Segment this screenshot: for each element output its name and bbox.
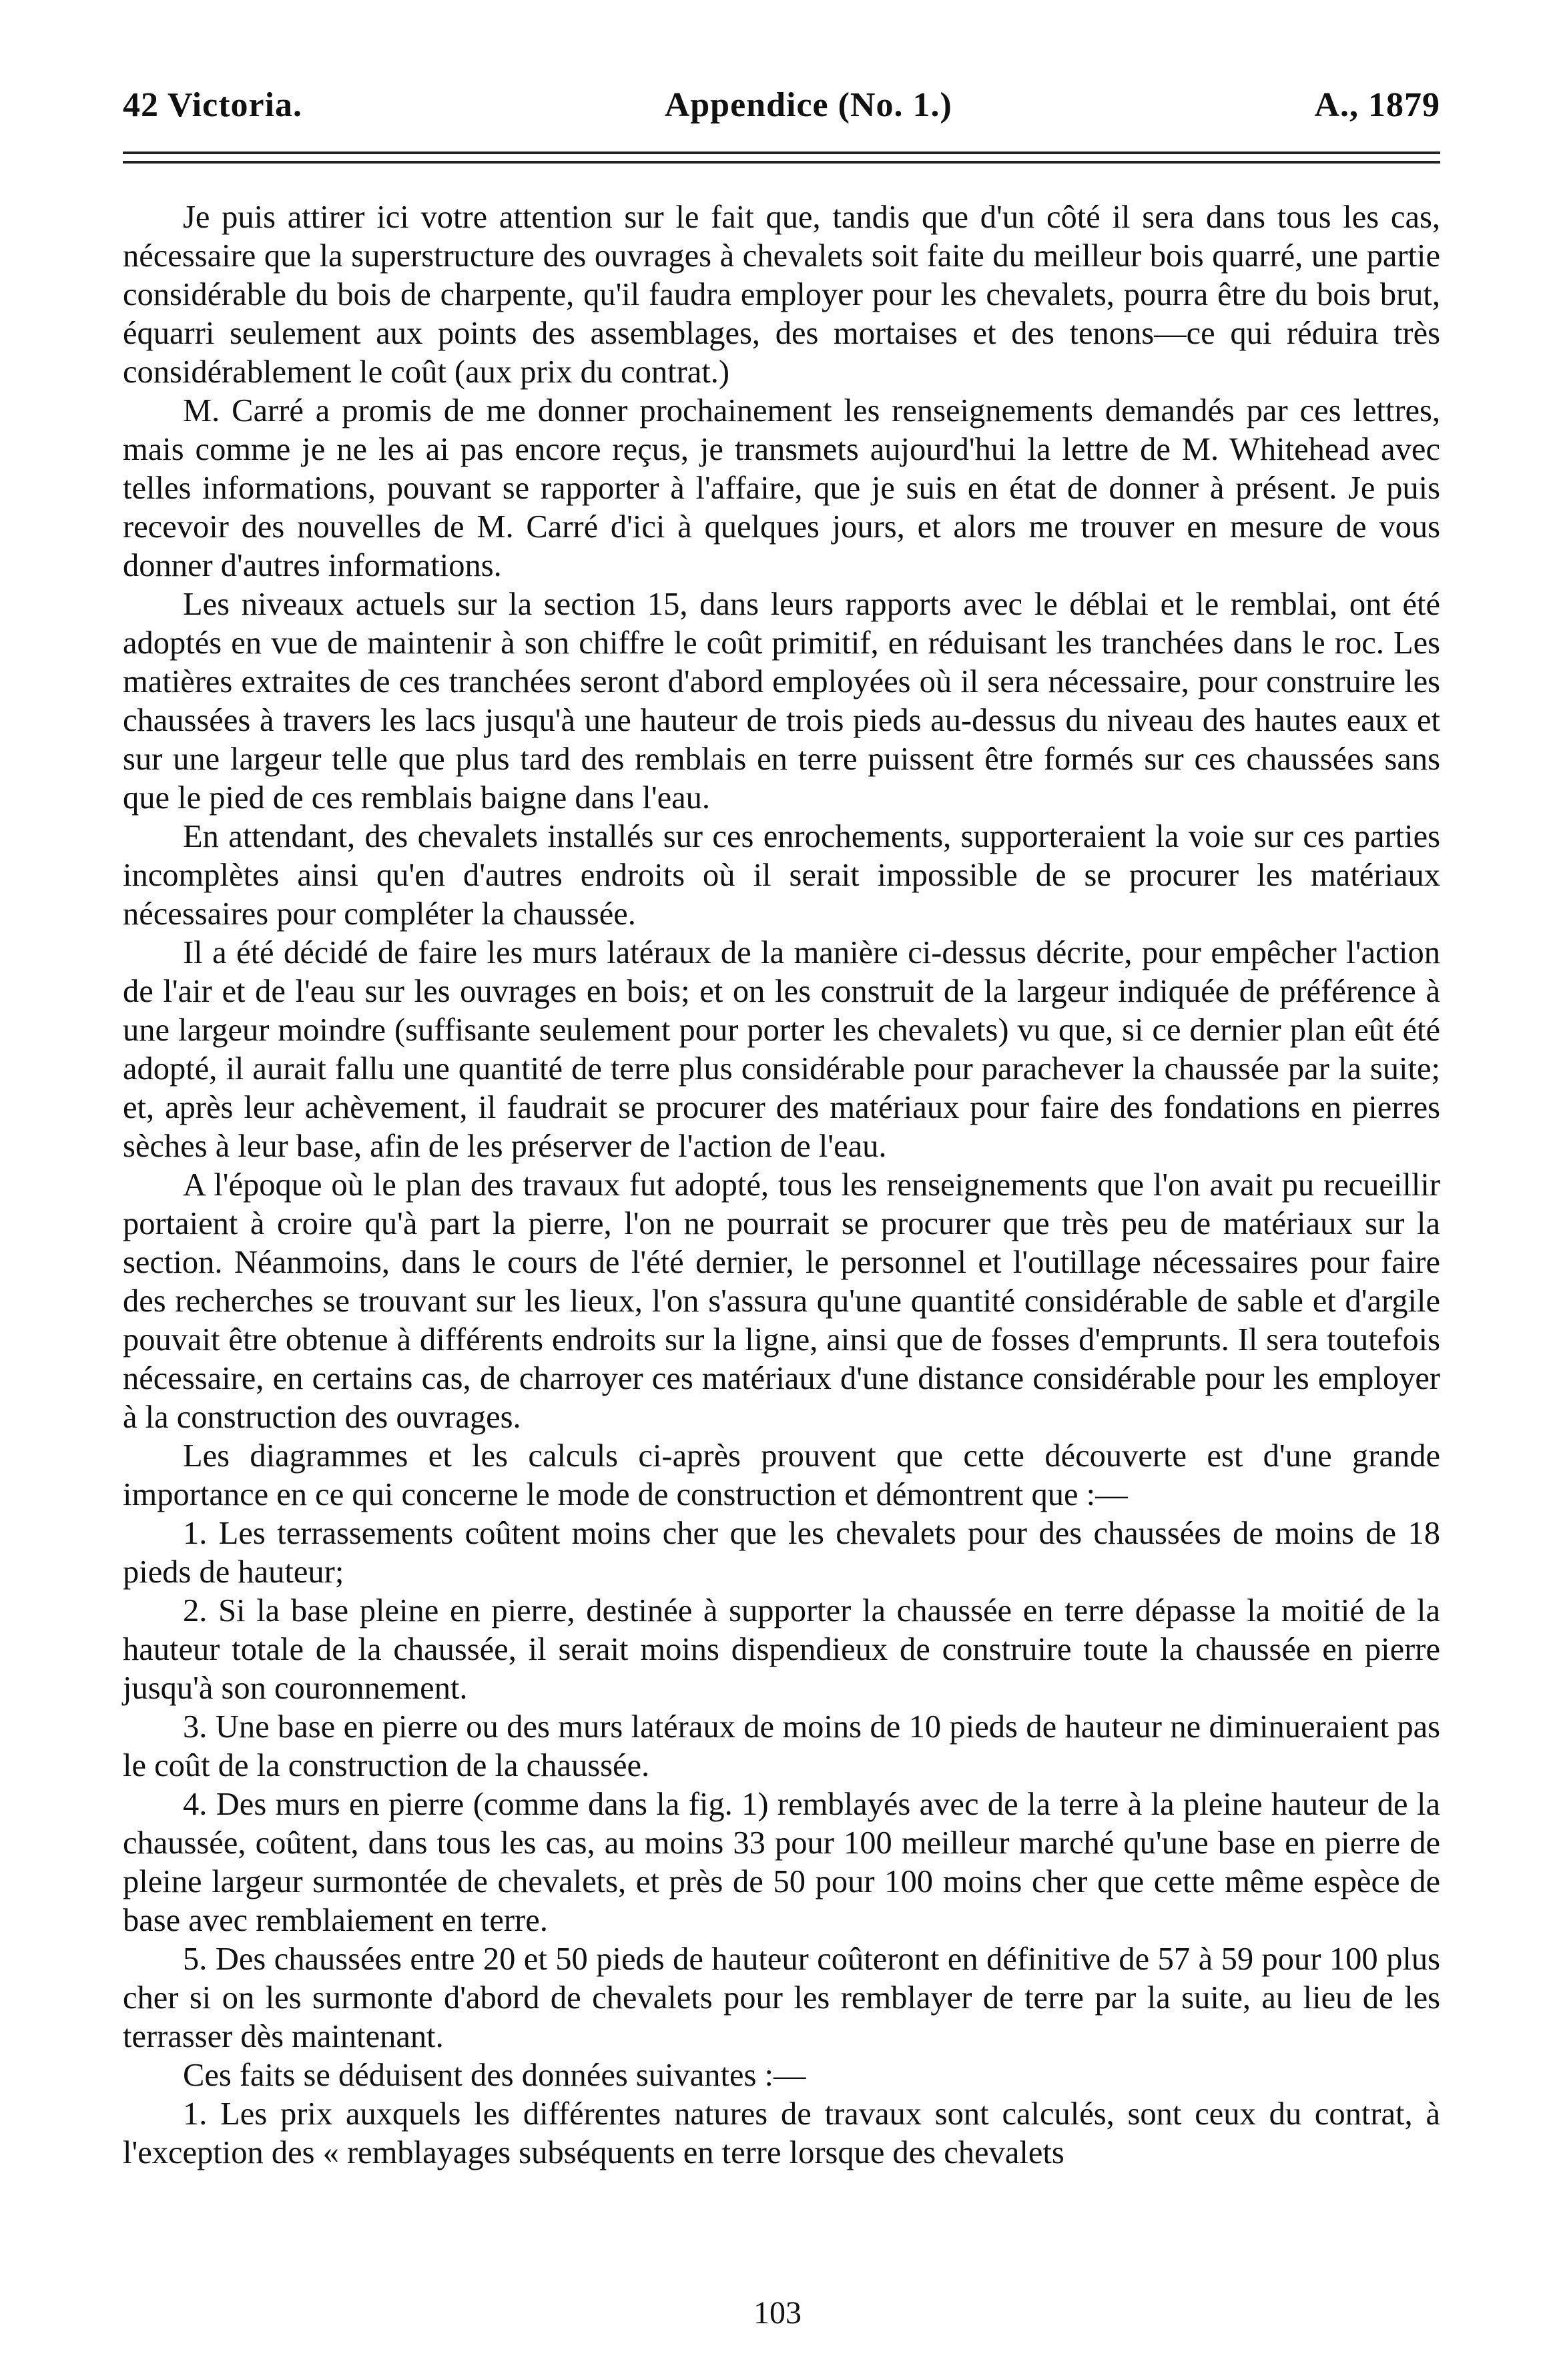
list-item: 5. Des chaussées entre 20 et 50 pieds de hauteur coûteront en définitive de 57 à 59 pour 100 plus cher si on les surmonte d'abord de chevalets pour les remblayer de terre par la suite, au lieu de les terrasser dès maintenant.: [123, 1942, 1440, 2054]
paragraph: Les niveaux actuels sur la section 15, dans leurs rapports avec le déblai et le remblai, ont été adoptés en vue de maintenir à son chiffre le coût primitif, en réduisant les tranchées dans le roc. Les matières extraites de ces tranchées seront d'abord employées où il sera nécessaire, pour construire les chaussées à travers les lacs jusqu'à une hauteur de trois pieds au-dessus du niveau des hautes eaux et sur une largeur telle que plus tard des remblais en terre puissent être formés sur ces chaussées sans que le pied de ces remblais baigne dans l'eau.: [123, 587, 1440, 816]
header-center: Appendice (No. 1.): [664, 86, 952, 124]
body-text: [123, 198, 1440, 2172]
paragraph: M. Carré a promis de me donner prochainement les renseignements demandés par ces lettres, mais comme je ne les ai pas encore reçus, je transmets aujourd'hui la lettre de M. Whitehead avec telles informations, pouvant se rapporter à l'affaire, que je suis en état de donner à présent. Je puis recevoir des nouvelles de M. Carré d'ici à quelques jours, et alors me trouver en mesure de vous donner d'autres informations.: [123, 393, 1440, 583]
paragraph: En attendant, des chevalets installés sur ces enrochements, supporteraient la voie sur ces parties incomplètes ainsi qu'en d'autres endroits où il serait impossible de se procurer les matériaux nécessaires pour compléter la chaussée.: [123, 819, 1440, 932]
paragraph: Les diagrammes et les calculs ci-après prouvent que cette découverte est d'une grande importance en ce qui concerne le mode de construction et démontrent que :—: [123, 1438, 1440, 1512]
paragraph: Je puis attirer ici votre attention sur le fait que, tandis que d'un côté il sera dans tous les cas, nécessaire que la superstructure des ouvrages à chevalets soit faite du meilleur bois quarré, une partie considérable du bois de charpente, qu'il faudra employer pour les chevalets, pourra être du bois brut, équarri seulement aux points des assemblages, des mortaises et des tenons—ce qui réduira très considérablement le coût (aux prix du contrat.): [123, 200, 1440, 390]
paragraph: Ces faits se déduisent des données suivantes :—: [183, 2058, 806, 2093]
header-right: A., 1879: [1314, 86, 1440, 124]
paragraph: Il a été décidé de faire les murs latéraux de la manière ci-dessus décrite, pour empêcher l'action de l'air et de l'eau sur les ouvrages en bois; et on les construit de la largeur indiquée de préférence à une largeur moindre (suffisante seulement pour porter les chevalets) vu que, si ce dernier plan eût été adopté, il aurait fallu une quantité de terre plus considérable pour parachever la chaussée par la suite; et, après leur achèvement, il faudrait se procurer des matériaux pour faire des fondations en pierres sèches à leur base, afin de les préserver de l'action de l'eau.: [123, 935, 1440, 1164]
list-item: 1. Les prix auxquels les différentes natures de travaux sont calculés, sont ceux du contrat, à l'exception des « remblayages subséquents en terre lorsque des chevalets: [123, 2096, 1440, 2170]
list-item: 1. Les terrassements coûtent moins cher que les chevalets pour des chaussées de moins de 18 pieds de hauteur;: [123, 1516, 1440, 1590]
header-left: 42 Victoria.: [123, 86, 303, 124]
paragraph: A l'époque où le plan des travaux fut adopté, tous les renseignements que l'on avait pu recueillir portaient à croire qu'à part la pierre, l'on ne pourrait se procurer que très peu de matériaux sur la section. Néanmoins, dans le cours de l'été dernier, le personnel et l'outillage nécessaires pour faire des recherches se trouvant sur les lieux, l'on s'assura qu'une quantité considérable de sable et d'argile pouvait être obtenue à différents endroits sur la ligne, ainsi que de fosses d'emprunts. Il sera toutefois nécessaire, en certains cas, de charroyer ces matériaux d'une distance considérable pour les employer à la construction des ouvrages.: [123, 1167, 1440, 1435]
list-item: 4. Des murs en pierre (comme dans la fig. 1) remblayés avec de la terre à la pleine hauteur de la chaussée, coûtent, dans tous les cas, au moins 33 pour 100 meilleur marché qu'une base en pierre de pleine largeur surmontée de chevalets, et près de 50 pour 100 moins cher que cette même espèce de base avec remblaiement en terre.: [123, 1787, 1440, 1938]
header-double-rule: [123, 152, 1440, 164]
running-header: [123, 85, 1440, 125]
list-item: 3. Une base en pierre ou des murs latéraux de moins de 10 pieds de hauteur ne diminueraient pas le coût de la construction de la chaussée.: [123, 1709, 1440, 1783]
page-number: 103: [753, 2295, 802, 2331]
list-item: 2. Si la base pleine en pierre, destinée à supporter la chaussée en terre dépasse la moitié de la hauteur totale de la chaussée, il serait moins dispendieux de construire toute la chaussée en pierre jusqu'à son couronnement.: [123, 1593, 1440, 1706]
